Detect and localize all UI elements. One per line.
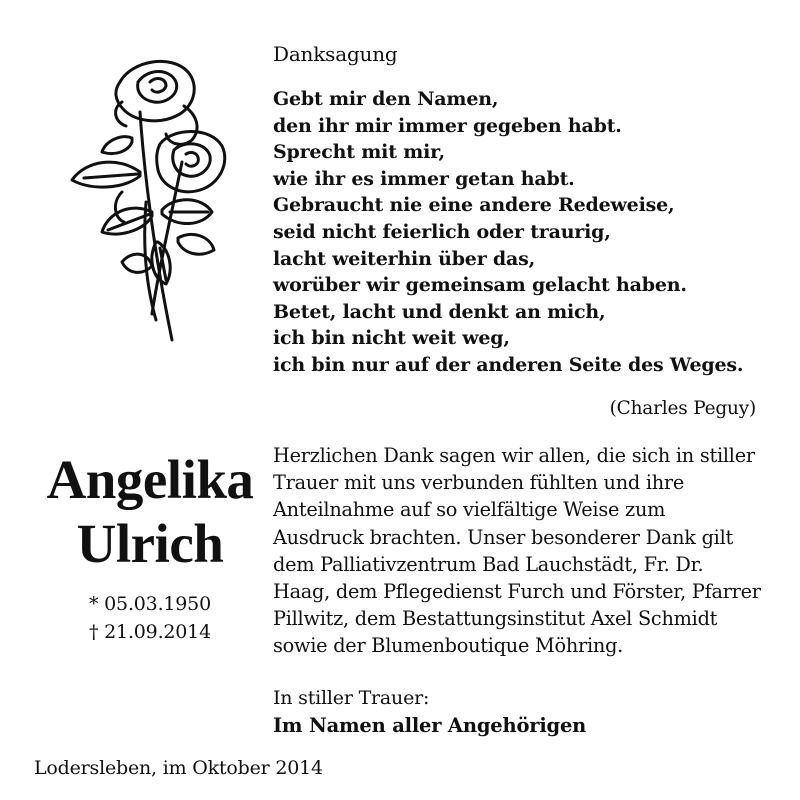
thanks-line: Trauer mit uns verbunden fühlten und ihre (273, 471, 685, 495)
poem-line: worüber wir gemeinsam gelacht haben. (273, 274, 687, 297)
poem-line: ich bin nur auf der anderen Seite des Weges. (273, 353, 744, 376)
deceased-first-name: Angelika (46, 449, 254, 510)
thanks-line: Ausdruck brachten. Unser besonderer Dank gilt (273, 525, 734, 549)
poem-author: (Charles Peguy) (609, 398, 756, 419)
birth-date: * 05.03.1950 (89, 593, 211, 615)
thanks-line: Haag, dem Pflegedienst Furch und Förster, Pfarrer (273, 580, 761, 604)
poem-line: ich bin nicht weit weg, (273, 327, 510, 350)
poem-line: Gebt mir den Namen, (273, 88, 499, 110)
poem-line: Sprecht mit mir, (273, 141, 445, 164)
thanks-line: dem Palliativzentrum Bad Lauchstädt, Fr. Dr. (273, 552, 704, 576)
poem (273, 86, 743, 379)
poem-line: Betet, lacht und denkt an mich, (273, 300, 606, 323)
poem-line: Gebraucht nie eine andere Redeweise, (273, 194, 675, 217)
poem-line: den ihr mir immer gegeben habt. (273, 114, 622, 137)
mourning-line: In stiller Trauer: (273, 687, 430, 709)
poem-line: seid nicht feierlich oder traurig, (273, 220, 611, 243)
rose-icon (62, 52, 232, 352)
thanks-line: sowie der Blumenboutique Möhring. (273, 634, 624, 658)
death-date: † 21.09.2014 (89, 621, 211, 643)
thanks-line: Anteilnahme auf so vielfältige Weise zum (273, 498, 666, 522)
thanks-paragraph (273, 442, 761, 660)
thanks-line: Pillwitz, dem Bestattungsinstitut Axel Schmidt (273, 607, 718, 631)
poem-line: wie ihr es immer getan habt. (273, 167, 575, 190)
poem-line: lacht weiterhin über das, (273, 247, 536, 270)
place-and-date: Lodersleben, im Oktober 2014 (34, 757, 323, 779)
relatives-signature: Im Namen aller Angehörigen (273, 714, 587, 737)
deceased-last-name: Ulrich (76, 513, 224, 574)
thanks-line: Herzlichen Dank sagen wir allen, die sich in stiller (273, 444, 755, 467)
notice-heading: Danksagung (273, 42, 398, 66)
